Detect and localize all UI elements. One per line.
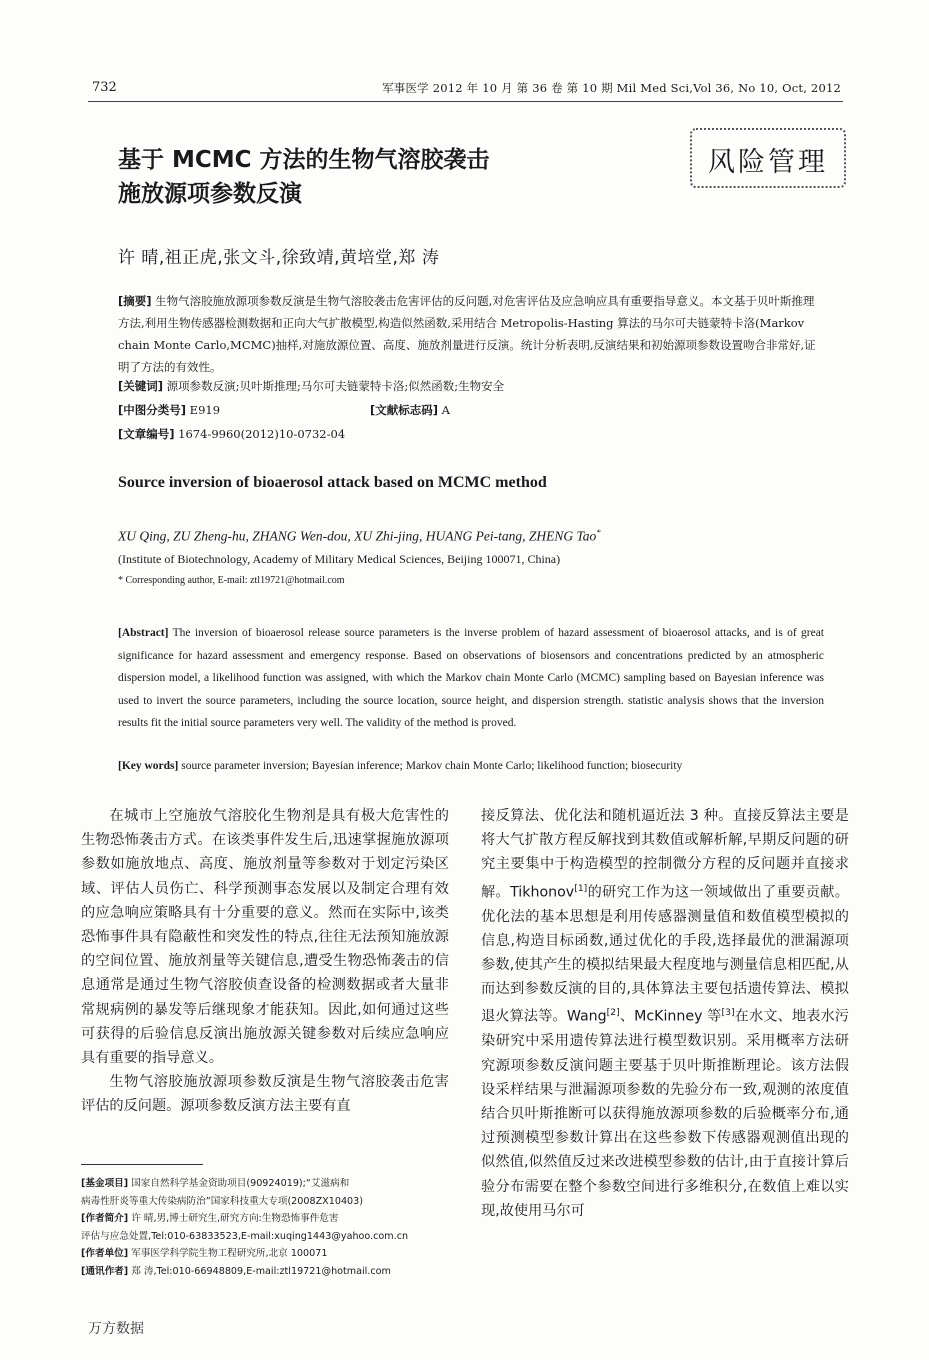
doc-code-line <box>370 402 450 418</box>
article-id-value: 1674-9960(2012)10-0732-04 <box>178 427 346 441</box>
title-zh-line1: 基于 MCMC 方法的生物气溶胶袭击 <box>118 147 490 173</box>
abstract-zh <box>118 290 824 378</box>
body-left-paragraph-1: 在城市上空施放气溶胶化生物剂是具有极大危害性的生物恐怖袭击方式。在该类事件发生后,迅速掌握施放源项参数如施放地点、高度、施放剂量等参数对于划定污染区域、评估人员伤亡、科学预测事态发展以及制定合理有效的应急响应策略具有十分重要的意义。然而在实际中,该类恐怖事件具有隐蔽性和突发性的特点,往往无法预知施放源的空间位置、施放剂量等关键信息,遭受生物恐怖袭击的信息通常是通过生物气溶胶侦查设备的检测数据或者大量非常规病例的暴发等后继现象才能获知。因此,如何通过这些可获得的后验信息反演出施放源关键参数对后续应急响应具有重要的指导意义。 <box>81 808 449 1067</box>
header-rule <box>88 101 843 102</box>
authors-en-names: XU Qing, ZU Zheng-hu, ZHANG Wen-dou, XU Zhi-jing, HUANG Pei-tang, ZHENG Tao <box>118 528 597 544</box>
body-right-column <box>481 804 849 1223</box>
unit-label: [作者单位] <box>81 1248 129 1259</box>
clc-line <box>118 402 220 418</box>
footnote-author-1 <box>81 1210 451 1228</box>
institution-en: (Institute of Biotechnology, Academy of Military Medical Sciences, Beijing 100071, China) <box>118 552 561 566</box>
body-right-text-b: 的研究工作为这一领域做出了重要贡献。优化法的基本思想是利用传感器测量值和数值模型模拟的信息,构造目标函数,通过优化的手段,选择最优的泄漏源项参数,使其产生的模拟结果最大程度地与测量信息相匹配,从而达到参数反演的目的,具体算法主要包括遗传算法、模拟退火算法等。Wang <box>481 884 849 1026</box>
authors-zh: 许 晴,祖正虎,张文斗,徐致靖,黄培堂,郑 涛 <box>118 248 440 268</box>
corr-label: [通讯作者] <box>81 1265 129 1277</box>
ref-3: [3] <box>721 1007 735 1019</box>
title-zh <box>118 143 638 211</box>
title-zh-line2: 施放源项参数反演 <box>118 181 302 207</box>
footnote-unit <box>81 1245 451 1263</box>
body-right-paragraph <box>481 804 849 1223</box>
ref-2: [2] <box>606 1007 620 1019</box>
abstract-zh-text: 生物气溶胶施放源项参数反演是生物气溶胶袭击危害评估的反问题,对危害评估及应急响应具有重要指导意义。本文基于贝叶斯推理方法,利用生物传感器检测数据和正向大气扩散模型,构造似然函数,采用结合 Metropolis-Hasting 算法的马尔可夫链蒙特卡洛(Markov chain Monte Carlo,MCMC)抽样,对施放源位置、高度、施放剂量进行反演。统计分析表明,反演结果和初始源项参数设置吻合非常好,证明了方法的有效性。 <box>118 294 816 374</box>
corr-text: 郑 涛,Tel:010-66948809,E-mail:ztl19721@hotmail.com <box>131 1265 391 1277</box>
fund-label: [基金项目] <box>81 1178 129 1189</box>
body-left-column <box>81 804 449 1119</box>
ref-1: [1] <box>574 882 588 894</box>
abstract-en <box>118 622 824 735</box>
corresponding-en: * Corresponding author, E-mail: ztl19721@hotmail.com <box>118 575 345 586</box>
keywords-zh-label: [关键词] <box>118 379 164 393</box>
keywords-en <box>118 760 824 772</box>
abstract-zh-label: [摘要] <box>118 294 152 308</box>
abstract-en-label: [Abstract] <box>118 627 169 639</box>
title-en: Source inversion of bioaerosol attack based on MCMC method <box>118 474 547 491</box>
doc-code-label: [文献标志码] <box>370 403 439 417</box>
watermark: 万方数据 <box>88 1321 144 1337</box>
footnote-fund-2: 病毒性肝炎等重大传染病防治”国家科技重大专项(2008ZX10403) <box>81 1195 364 1207</box>
clc-label: [中图分类号] <box>118 403 187 417</box>
body-left-paragraph-2: 生物气溶胶施放源项参数反演是生物气溶胶袭击危害评估的反问题。源项参数反演方法主要有直 <box>81 1074 449 1115</box>
footnotes <box>81 1175 451 1280</box>
keywords-en-label: [Key words] <box>118 760 179 772</box>
article-id-label: [文章编号] <box>118 427 175 441</box>
body-right-text-d: 在水文、地表水污染研究中采用遗传算法进行模型数识别。采用概率方法研究源项参数反演问题主要基于贝叶斯推断理论。该方法假设采样结果与泄漏源项参数的先验分布一致,观测的浓度值结合贝叶斯推断可以获得施放源项参数的后验概率分布,通过预测模型参数计算出在这些参数下传感器观测值出现的似然值,似然值反过来改进模型参数的估计,由于直接计算后验分布需要在整个参数空间进行多维积分,在数值上难以实现,故使用马尔可 <box>481 1009 849 1219</box>
authors-en-mark: * <box>596 527 601 537</box>
body-right-text-c: 、McKinney 等 <box>619 1009 722 1026</box>
footnote-fund-1 <box>81 1175 451 1193</box>
section-badge <box>690 128 846 188</box>
footnote-rule <box>81 1164 203 1165</box>
doc-code-value: A <box>441 403 450 417</box>
body-right-text-a: 接反算法、优化法和随机逼近法 3 种。直接反算法主要是将大气扩散方程反解找到其数值或解析解,早期反问题的研究主要集中于构造模型的控制微分方程的反问题并直接求解。Tikhonov <box>481 808 849 901</box>
keywords-en-text: source parameter inversion; Bayesian inference; Markov chain Monte Carlo; likelihood function; biosecurity <box>181 760 683 772</box>
unit-text: 军事医学科学院生物工程研究所,北京 100071 <box>131 1248 328 1259</box>
authors-en <box>118 527 601 545</box>
footnote-corr <box>81 1263 451 1281</box>
clc-value: E919 <box>189 403 221 417</box>
article-id-line <box>118 426 345 442</box>
keywords-zh <box>118 378 504 394</box>
journal-header: 军事医学 2012 年 10 月 第 36 卷 第 10 期 Mil Med Sci,Vol 36, No 10, Oct, 2012 <box>382 81 841 95</box>
footnote-author-2: 评估与应急处置,Tel:010-63833523,E-mail:xuqing1443@yahoo.com.cn <box>81 1230 409 1242</box>
page-number: 732 <box>92 80 117 95</box>
author-bio-label: [作者简介] <box>81 1213 129 1224</box>
badge-text: 风险管理 <box>708 147 828 178</box>
keywords-zh-text: 源项参数反演;贝叶斯推理;马尔可夫链蒙特卡洛;似然函数;生物安全 <box>166 379 505 393</box>
abstract-en-text: The inversion of bioaerosol release source parameters is the inverse problem of hazard assessment of bioaerosol attacks, and is of great significance for hazard assessment and emergency response. Based on observations of biosensors and concentrations predicted by an atmospheric dispersion model, a likelihood function was assigned, with which the Markov chain Monte Carlo (MCMC) sampling based on Bayesian inference was used to invert the source parameters, including the source location, source height, and dispersion strength. statistic analysis shows that the inversion results fit the initial source parameters very well. The validity of the method is proved. <box>118 627 824 729</box>
fund-text-1: 国家自然科学基金资助项目(90924019);“艾滋病和 <box>131 1178 350 1189</box>
author-bio-text-1: 许 晴,男,博士研究生,研究方向:生物恐怖事件危害 <box>131 1213 339 1224</box>
